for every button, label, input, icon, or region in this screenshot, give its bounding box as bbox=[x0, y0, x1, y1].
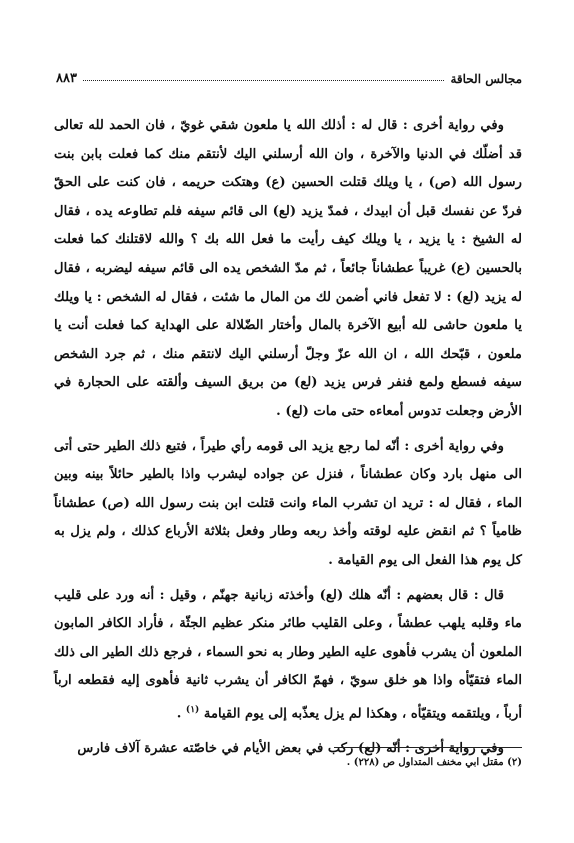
paragraph-4: وفي رواية أخرى : أنّه (لع) ركب في بعض الأيام في خاصّته عشرة آلاف فارس bbox=[77, 740, 504, 756]
paragraph-2: وفي رواية أخرى : أنّه لما رجع يزيد الى قومه رأي طيراً ، فتبع ذلك الطير حتى أتى الى منهل بارد وكان عطشاناً ، فنزل عن جواده ليشرب واذا بالطير حائلاً بينه وبين الماء ، فقال له : تريد ان تشرب الماء وانت قتلت ابن بنت رسول الله (ص) عطشاناً ظامياً ؟ ثم انقض عليه لوقته وأخذ ربعه وطار وفعل بثلاثة الأرباع كذلك ، ولم يزل به كل يوم هذا الفعل الى يوم القيامة . bbox=[54, 438, 522, 568]
footnote-separator bbox=[334, 747, 522, 748]
page-number: ٨٨٣ bbox=[56, 71, 77, 86]
footnote: (٢) مقتل ابي مخنف المتداول ص (٢٢٨) . bbox=[346, 757, 522, 768]
paragraph-3: قال : قال بعضهم : أنّه هلك (لع) وأخذته زبانية جهنّم ، وقيل : أنه ورد على قليب ماء وقلبه يلهب عطشاً ، وعلى القليب طائر منكر عظيم الجثّة ، فأراد الكافر المابون الملعون أن يشرب فأهوى عليه الطير وطار به نحو السماء ، فرجع ذلك الطير الى ذلك الماء فتقيّأه واذا هو خلق سويّ ، فهمّ الكافر أن يشرب ثانية فأهوى إليه فقطعه ارباً أرباً ، ويلتقمه ويتقيّأه ، وهكذا لم يزل يعذّبه إلى يوم القيامة $^{(١)}$ . bbox=[54, 587, 522, 722]
paragraph-1: وفي رواية أخرى : قال له : أذلك الله يا ملعون شقي غويّ ، فان الحمد لله تعالى قد أضلّك في الدنيا والآخرة ، وان الله أرسلني اليك لأنتقم منك كما فعلت بابن بنت رسول الله (ص) ، يا ويلك قتلت الحسين (ع) وهتكت حريمه ، فان كنت على الحقّ فردّ عن نفسك قبل أن ابيدك ، فمدّ يزيد (لع) الى قائم سيفه فلم تطاوعه يده ، فقال له الشيخ : يا يزيد ، يا ويلك كيف رأيت ما فعل الله بك ؟ والله لاقتلنك كما فعلت بالحسين (ع) غريباً عطشاناً جائعاً ، ثم مدّ الشخص يده الى قائم سيفه ليضربه ، فقال له يزيد (لع) : لا تفعل فاني أضمن لك من المال ما شئت ، فقال له الشخص : يا ويلك يا ملعون حاشى لله أبيع الآخرة بالمال وأختار الضّلالة على الهداية كما فعلت أنت يا ملعون ، قبّحك الله ، ان الله عزّ وجلّ أرسلني اليك لانتقم منك ، ثم جرد الشخص سيفه فسطع ولمع فنفر فرس يزيد (لع) من بريق السيف وألقته على الحجارة في الأرض وجعلت تدوس أمعاءه حتى مات (لع) . bbox=[54, 118, 522, 419]
footnote-marker: (١) bbox=[185, 704, 200, 715]
page-body bbox=[54, 112, 522, 763]
paragraph-3-text: قال : قال بعضهم : أنّه هلك (لع) وأخذته زبانية جهنّم ، وقيل : أنه ورد على قليب ماء وقلبه يلهب عطشاً ، وعلى القليب طائر منكر عظيم الجثّة ، فأراد الكافر المابون الملعون أن يشرب فأهوى عليه الطير وطار به نحو السماء ، فرجع ذلك الطير الى ذلك الماء فتقيّأه واذا هو خلق سويّ ، فهمّ الكافر أن يشرب ثانية فأهوى إليه فقطعه ارباً أرباً ، ويلتقمه ويتقيّأه ، وهكذا لم يزل يعذّبه إلى يوم القيامة bbox=[54, 587, 522, 722]
running-header bbox=[56, 64, 522, 86]
running-title: مجالس الحاقة bbox=[450, 72, 522, 86]
header-leader-dots bbox=[83, 80, 445, 81]
